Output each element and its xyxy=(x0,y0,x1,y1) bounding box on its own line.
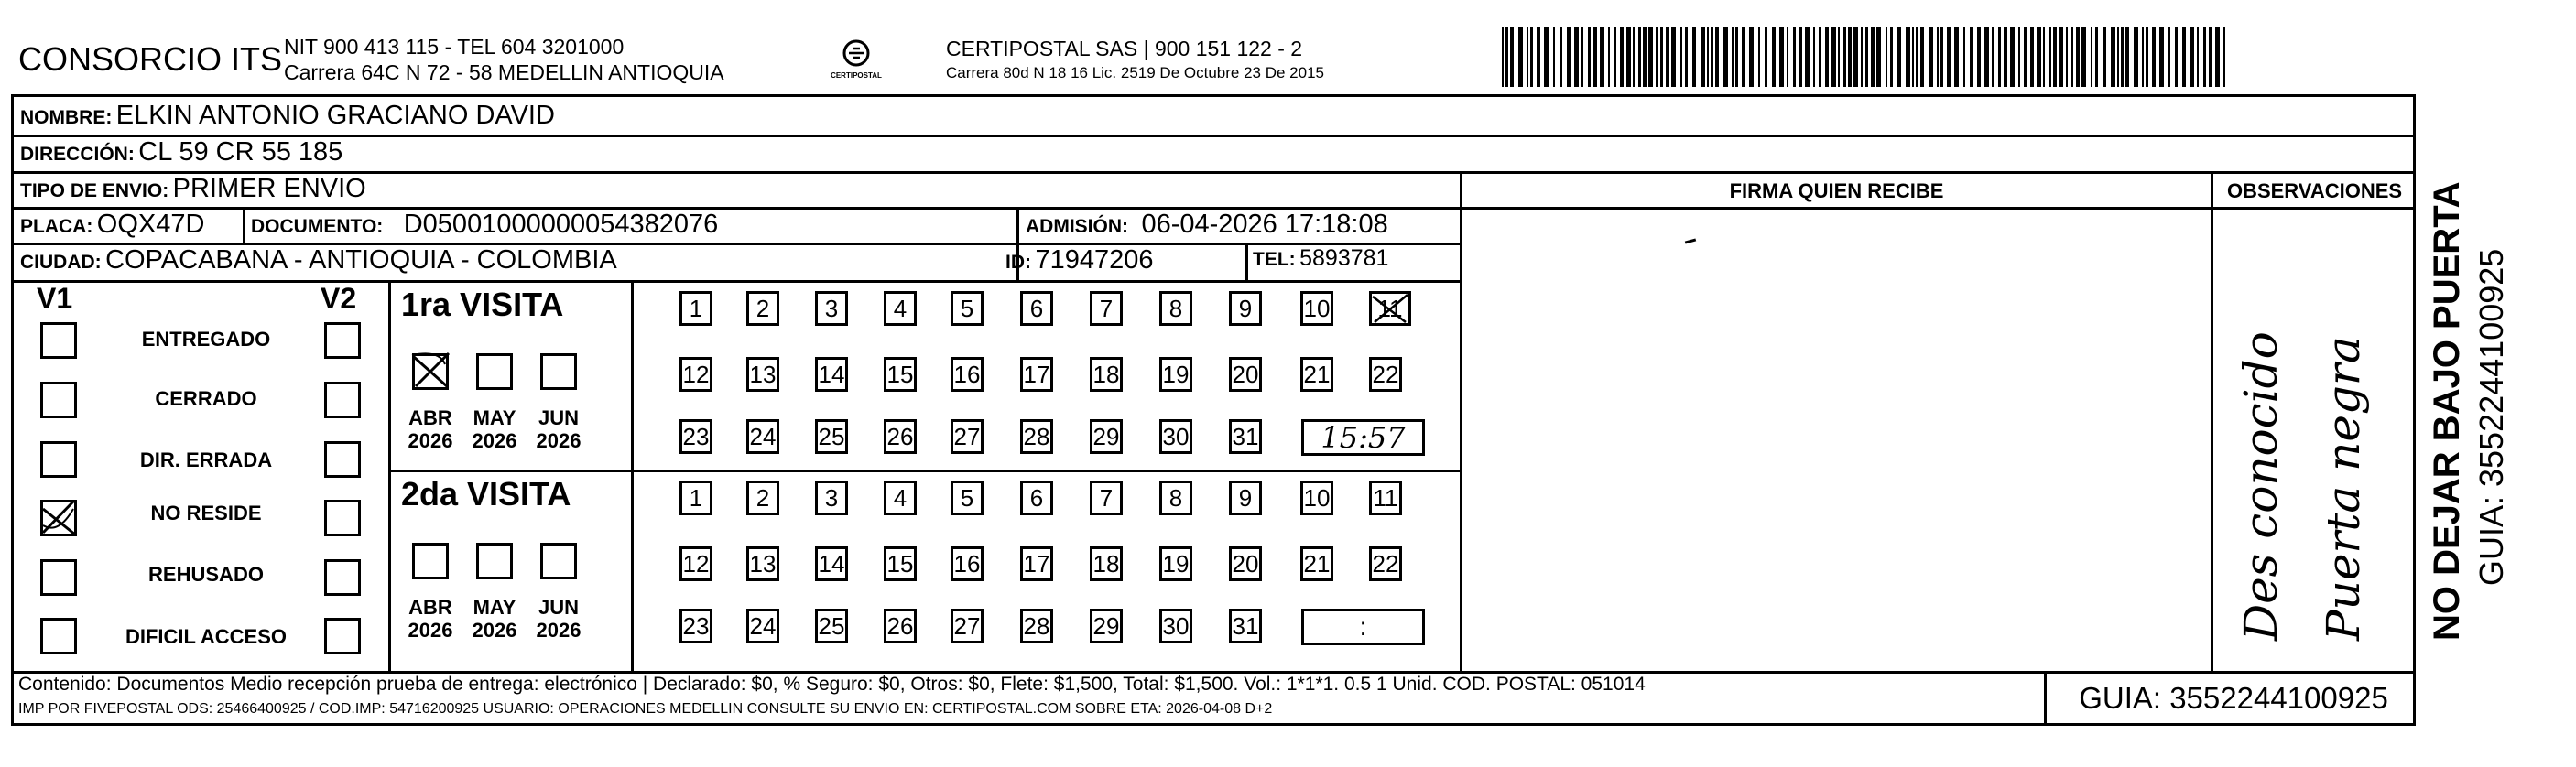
day-box[interactable]: 18 xyxy=(1090,357,1123,392)
month-checkbox[interactable] xyxy=(412,353,449,390)
admision-value: 06-04-2026 17:18:08 xyxy=(1141,210,1388,239)
footer-line1: Contenido: Documentos Medio recepción prueba de entrega: electrónico | Declarado: $0, % Seguro: $0, Otros: $0, Flete: $1,500, Total: $1,500. Vol.: 1*1*1. 0.5 1 Unid. COD. POSTAL: 051014 xyxy=(18,674,1646,695)
certipostal-logo xyxy=(829,33,884,88)
v1-header: V1 xyxy=(37,282,73,315)
logo-text: CERTIPOSTAL xyxy=(831,71,882,80)
day-box[interactable]: 2 xyxy=(746,291,779,326)
day-box[interactable]: 3 xyxy=(815,291,848,326)
day-box[interactable]: 10 xyxy=(1300,481,1333,515)
v2-checkbox[interactable] xyxy=(324,500,361,536)
day-box[interactable]: 30 xyxy=(1159,419,1192,454)
month-label: MAY 2026 xyxy=(472,596,517,642)
day-box[interactable]: 12 xyxy=(679,357,712,392)
month-label: MAY 2026 xyxy=(472,406,517,452)
tipo-value: PRIMER ENVIO xyxy=(172,174,366,203)
day-box[interactable]: 22 xyxy=(1369,546,1402,581)
day-box[interactable]: 15 xyxy=(884,357,917,392)
day-box[interactable]: 7 xyxy=(1090,481,1123,515)
observaciones-header: OBSERVACIONES xyxy=(2226,179,2403,202)
company-info-line1: NIT 900 413 115 - TEL 604 3201000 xyxy=(284,35,625,59)
day-box[interactable]: 31 xyxy=(1229,419,1262,454)
day-box[interactable]: 22 xyxy=(1369,357,1402,392)
admision-label: ADMISIÓN: xyxy=(1026,216,1128,237)
day-box[interactable]: 27 xyxy=(951,609,984,643)
day-box[interactable]: 28 xyxy=(1020,609,1053,643)
day-box[interactable]: 24 xyxy=(746,419,779,454)
observation-handwriting-line1: Des conocido xyxy=(2234,331,2288,641)
barcode xyxy=(1502,27,2230,87)
day-box[interactable]: 21 xyxy=(1300,546,1333,581)
day-box[interactable]: 26 xyxy=(884,609,917,643)
ciudad-label: CIUDAD: xyxy=(20,252,102,273)
day-box[interactable]: 23 xyxy=(679,419,712,454)
day-box[interactable]: 20 xyxy=(1229,357,1262,392)
nombre-value: ELKIN ANTONIO GRACIANO DAVID xyxy=(115,101,555,130)
day-box[interactable]: 15 xyxy=(884,546,917,581)
day-box[interactable]: 18 xyxy=(1090,546,1123,581)
day-box[interactable]: 26 xyxy=(884,419,917,454)
day-box[interactable]: 19 xyxy=(1159,546,1192,581)
id-value: 71947206 xyxy=(1035,245,1154,275)
id-label: ID: xyxy=(1005,252,1031,273)
month-label: ABR 2026 xyxy=(408,406,453,452)
tel-value: 5893781 xyxy=(1299,245,1389,271)
day-box[interactable]: 1 xyxy=(679,481,712,515)
documento-label: DOCUMENTO: xyxy=(251,216,384,237)
day-box[interactable]: 4 xyxy=(884,481,917,515)
day-box[interactable]: 27 xyxy=(951,419,984,454)
visit-title: 1ra VISITA xyxy=(401,286,564,323)
v1-checkbox[interactable] xyxy=(40,382,77,418)
company-info-line2: Carrera 64C N 72 - 58 MEDELLIN ANTIOQUIA xyxy=(284,60,724,84)
status-label: ENTREGADO xyxy=(141,328,271,351)
day-box[interactable]: 14 xyxy=(815,357,848,392)
day-box[interactable]: 6 xyxy=(1020,481,1053,515)
day-box[interactable]: 24 xyxy=(746,609,779,643)
day-box[interactable]: 4 xyxy=(884,291,917,326)
day-box[interactable]: 9 xyxy=(1229,481,1262,515)
status-label: DIFICIL ACCESO xyxy=(125,625,287,648)
day-box[interactable]: 8 xyxy=(1159,481,1192,515)
side-warning: NO DEJAR BAJO PUERTA xyxy=(2427,181,2467,641)
month-label: JUN 2026 xyxy=(536,596,582,642)
day-box[interactable]: 7 xyxy=(1090,291,1123,326)
v2-checkbox[interactable] xyxy=(324,559,361,596)
placa-label: PLACA: xyxy=(20,216,93,237)
v1-checkbox[interactable] xyxy=(40,441,77,478)
day-box[interactable]: 10 xyxy=(1300,291,1333,326)
status-label: CERRADO xyxy=(155,387,257,410)
month-checkbox[interactable] xyxy=(476,543,513,579)
tel-label: TEL: xyxy=(1253,249,1296,270)
day-box[interactable]: 14 xyxy=(815,546,848,581)
day-box[interactable]: 11 xyxy=(1369,481,1402,515)
day-box[interactable]: 13 xyxy=(746,357,779,392)
day-box[interactable]: 1 xyxy=(679,291,712,326)
month-label: JUN 2026 xyxy=(536,406,582,452)
nombre-label: NOMBRE: xyxy=(20,107,113,128)
day-box[interactable]: 5 xyxy=(951,481,984,515)
side-guia: GUIA: 3552244100925 xyxy=(2473,248,2510,586)
status-label: DIR. ERRADA xyxy=(139,448,273,471)
day-box[interactable]: 25 xyxy=(815,609,848,643)
day-box[interactable]: 31 xyxy=(1229,609,1262,643)
ciudad-value: COPACABANA - ANTIOQUIA - COLOMBIA xyxy=(105,245,617,275)
courier-line1: CERTIPOSTAL SAS | 900 151 122 - 2 xyxy=(946,37,1303,60)
day-box[interactable]: 25 xyxy=(815,419,848,454)
day-box[interactable]: 23 xyxy=(679,609,712,643)
day-box[interactable]: 28 xyxy=(1020,419,1053,454)
day-box[interactable]: 12 xyxy=(679,546,712,581)
v2-checkbox[interactable] xyxy=(324,441,361,478)
month-checkbox[interactable] xyxy=(412,543,449,579)
day-box[interactable]: 29 xyxy=(1090,419,1123,454)
day-box[interactable]: 29 xyxy=(1090,609,1123,643)
observation-handwriting-line2: Puerta negra xyxy=(2317,336,2370,641)
courier-line2: Carrera 80d N 18 16 Lic. 2519 De Octubre 23 De 2015 xyxy=(946,64,1324,81)
visit-title: 2da VISITA xyxy=(401,475,571,513)
day-box[interactable]: 19 xyxy=(1159,357,1192,392)
day-box[interactable]: 6 xyxy=(1020,291,1053,326)
footer-line2: IMP POR FIVEPOSTAL ODS: 25466400925 / COD.IMP: 54716200925 USUARIO: OPERACIONES MEDELLIN CONSULTE SU ENVIO EN: CERTIPOSTAL.COM SOBRE ETA: 2026-04-08 D+2 xyxy=(18,701,1273,717)
v2-checkbox[interactable] xyxy=(324,322,361,359)
day-box[interactable]: 30 xyxy=(1159,609,1192,643)
company-name: CONSORCIO ITS xyxy=(18,40,283,78)
direccion-value: CL 59 CR 55 185 xyxy=(138,137,343,167)
v1-checkbox[interactable] xyxy=(40,618,77,654)
v1-checkbox[interactable] xyxy=(40,500,77,536)
month-label: ABR 2026 xyxy=(408,596,453,642)
v2-header: V2 xyxy=(321,282,357,315)
v1-checkbox[interactable] xyxy=(40,559,77,596)
day-box[interactable]: 13 xyxy=(746,546,779,581)
v2-checkbox[interactable] xyxy=(324,382,361,418)
day-box[interactable]: 9 xyxy=(1229,291,1262,326)
time-box[interactable]: 15:57 xyxy=(1301,419,1425,456)
status-label: NO RESIDE xyxy=(150,502,262,524)
firma-header: FIRMA QUIEN RECIBE xyxy=(1729,179,1944,202)
day-box[interactable]: 16 xyxy=(951,357,984,392)
status-label: REHUSADO xyxy=(148,563,264,586)
month-checkbox[interactable] xyxy=(540,543,577,579)
day-box[interactable]: 16 xyxy=(951,546,984,581)
tipo-label: TIPO DE ENVIO: xyxy=(20,180,169,201)
day-box[interactable]: 21 xyxy=(1300,357,1333,392)
day-box[interactable]: 5 xyxy=(951,291,984,326)
day-box[interactable]: 8 xyxy=(1159,291,1192,326)
day-box[interactable]: 17 xyxy=(1020,357,1053,392)
signature-area[interactable] xyxy=(1462,210,2211,671)
day-box[interactable]: 3 xyxy=(815,481,848,515)
documento-value: D05001000000054382076 xyxy=(403,210,719,239)
time-box[interactable]: : xyxy=(1301,609,1425,645)
direccion-label: DIRECCIÓN: xyxy=(20,144,135,165)
v1-checkbox[interactable] xyxy=(40,322,77,359)
day-box[interactable]: 11 xyxy=(1369,291,1411,326)
day-box[interactable]: 17 xyxy=(1020,546,1053,581)
month-checkbox[interactable] xyxy=(540,353,577,390)
placa-value: OQX47D xyxy=(96,210,205,239)
month-checkbox[interactable] xyxy=(476,353,513,390)
day-box[interactable]: 2 xyxy=(746,481,779,515)
footer-guia: GUIA: 3552244100925 xyxy=(2079,681,2388,715)
v2-checkbox[interactable] xyxy=(324,618,361,654)
day-box[interactable]: 20 xyxy=(1229,546,1262,581)
